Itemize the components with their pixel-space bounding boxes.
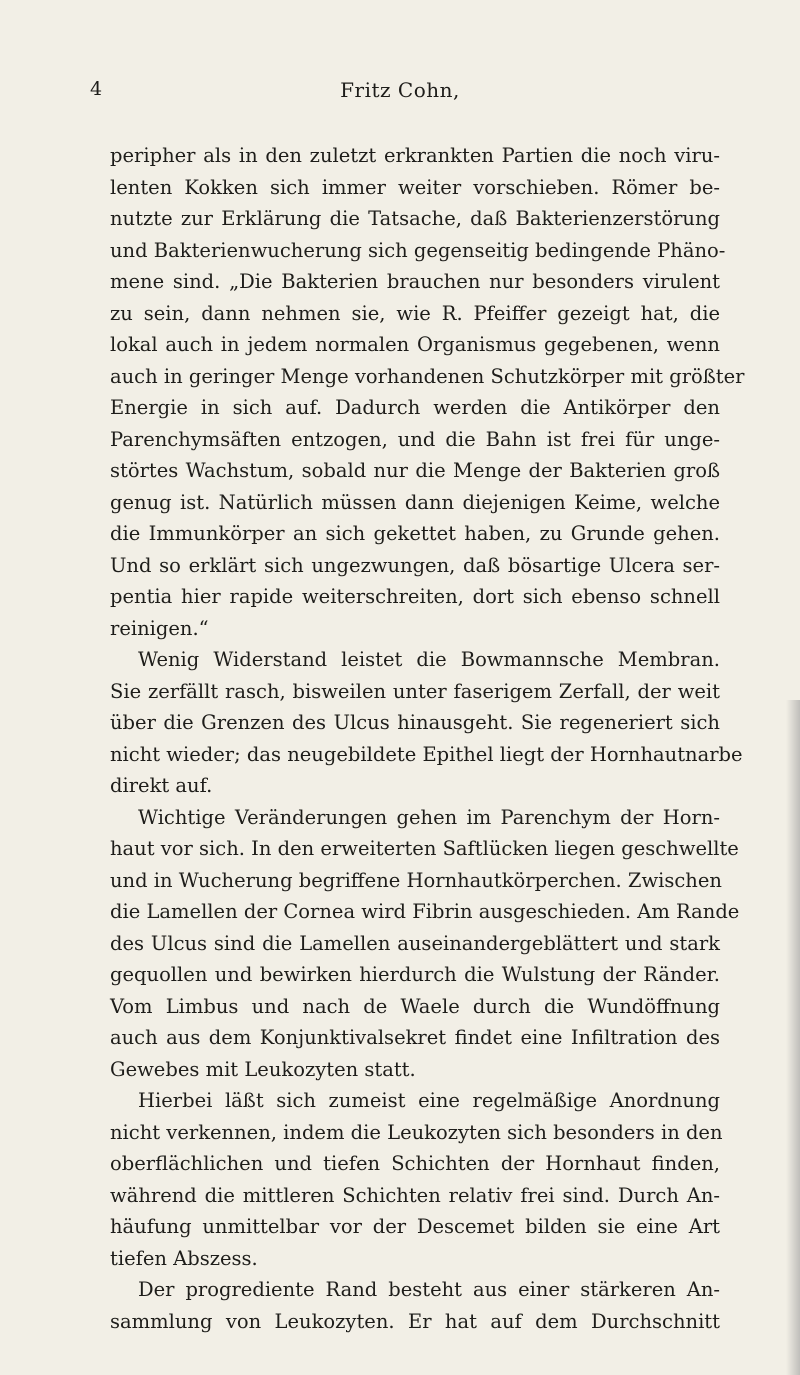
text-line: oberflächlichen und tiefen Schichten der Hornhaut finden,: [110, 1152, 720, 1175]
text-line: sammlung von Leukozyten. Er hat auf dem Durchschnitt: [110, 1309, 720, 1333]
text-line: Der progrediente Rand besteht aus einer stärkeren An-: [138, 1278, 720, 1301]
text-line: gequollen und bewirken hierdurch die Wulstung der Ränder.: [110, 963, 720, 986]
text-line: und in Wucherung begriffene Hornhautkörperchen. Zwischen: [110, 868, 722, 892]
text-line: Energie in sich auf. Dadurch werden die Antikörper den: [110, 396, 720, 419]
text-line: und Bakterienwucherung sich gegenseitig bedingende Phäno-: [110, 238, 726, 262]
running-head: Fritz Cohn,: [340, 78, 460, 102]
text-line: Vom Limbus und nach de Waele durch die Wundöffnung: [110, 994, 720, 1018]
text-line: pentia hier rapide weiterschreiten, dort sich ebenso schnell: [110, 585, 720, 608]
text-line: nicht wieder; das neugebildete Epithel liegt der Hornhautnarbe: [110, 742, 743, 766]
text-line: tiefen Abszess.: [110, 1246, 258, 1270]
text-line: nicht verkennen, indem die Leukozyten sich besonders in den: [110, 1120, 723, 1144]
text-line: auch aus dem Konjunktivalsekret findet eine Infiltration des: [110, 1026, 720, 1049]
text-line: des Ulcus sind die Lamellen auseinandergeblättert und stark: [110, 931, 720, 955]
text-line: Parenchymsäften entzogen, und die Bahn ist frei für unge-: [110, 427, 720, 451]
text-line: haut vor sich. In den erweiterten Saftlücken liegen geschwellte: [110, 837, 739, 860]
text-line: häufung unmittelbar vor der Descemet bilden sie eine Art: [110, 1215, 720, 1238]
text-line: nutzte zur Erklärung die Tatsache, daß Bakterienzerstörung: [110, 207, 720, 230]
text-line: lokal auch in jedem normalen Organismus gegebenen, wenn: [110, 333, 720, 356]
text-line: die Lamellen der Cornea wird Fibrin ausgeschieden. Am Rande: [110, 900, 740, 923]
text-line: während die mittleren Schichten relativ frei sind. Durch An-: [110, 1183, 720, 1207]
page-edge-shadow: [786, 700, 800, 1375]
text-line: Sie zerfällt rasch, bisweilen unter faserigem Zerfall, der weit: [110, 679, 720, 703]
text-line: zu sein, dann nehmen sie, wie R. Pfeiffer gezeigt hat, die: [110, 301, 720, 325]
text-line: direkt auf.: [110, 774, 213, 797]
text-line: Hierbei läßt sich zumeist eine regelmäßige Anordnung: [138, 1089, 720, 1112]
text-line: reinigen.“: [110, 616, 209, 640]
page-number: 4: [90, 78, 103, 100]
text-line: auch in geringer Menge vorhandenen Schutzkörper mit größter: [110, 364, 745, 388]
page-header: [0, 78, 800, 108]
text-line: mene sind. „Die Bakterien brauchen nur besonders virulent: [110, 270, 720, 293]
text-line: Gewebes mit Leukozyten statt.: [110, 1057, 416, 1081]
text-line: Wichtige Veränderungen gehen im Parenchym der Horn-: [138, 805, 720, 829]
text-line: lenten Kokken sich immer weiter vorschieben. Römer be-: [110, 175, 720, 199]
body-text: [110, 140, 745, 1337]
text-line: die Immunkörper an sich gekettet haben, zu Grunde gehen.: [110, 522, 720, 545]
text-line: störtes Wachstum, sobald nur die Menge der Bakterien groß: [110, 459, 720, 482]
text-line: peripher als in den zuletzt erkrankten Partien die noch viru-: [110, 144, 720, 167]
text-line: Und so erklärt sich ungezwungen, daß bösartige Ulcera ser-: [110, 553, 720, 577]
text-line: über die Grenzen des Ulcus hinausgeht. Sie regeneriert sich: [110, 711, 720, 734]
text-line: Wenig Widerstand leistet die Bowmannsche Membran.: [138, 648, 720, 671]
text-line: genug ist. Natürlich müssen dann diejenigen Keime, welche: [110, 490, 720, 514]
